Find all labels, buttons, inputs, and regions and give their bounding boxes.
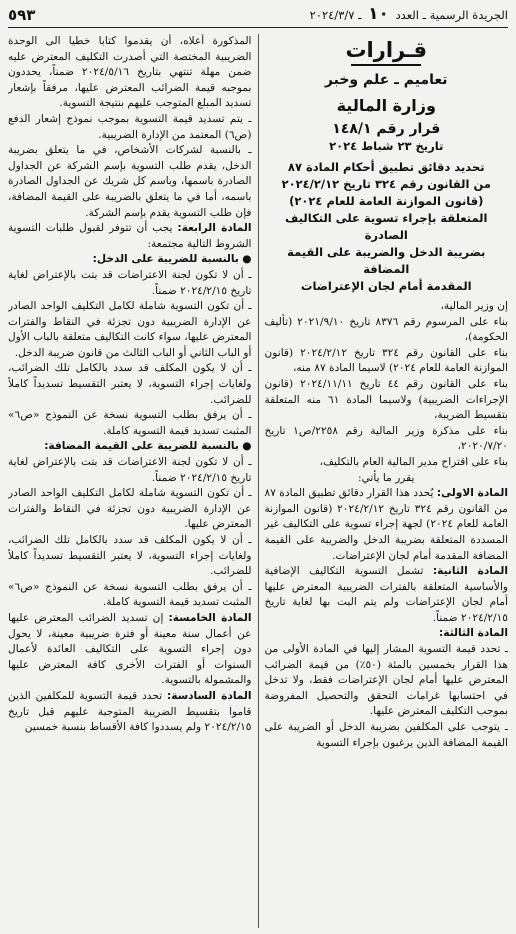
gazette-header-info — [310, 4, 508, 24]
decision-title-line: (قانون الموازنة العامة للعام ٢٠٢٤) — [289, 194, 484, 208]
condition-item: ـ أن لا تكون لجنة الاعتراضات قد بتت بالإعتراض لغاية تاريخ ٢٠٢٤/٢/١٥ ضمناً. — [8, 268, 252, 297]
issue-number: ١٠ — [368, 4, 389, 24]
article-4-text: يجب أن تتوفر لقبول طلبات التسوية الشروط التالية مجتمعة: — [8, 222, 252, 250]
gazette-title: الجريدة الرسمية ـ العدد — [395, 8, 508, 22]
body-paragraph: ـ يتم تسديد قيمة التسوية بموجب نموذج إشعار الدفع (ص٦) المعتمد من الإدارة الضريبية. — [8, 112, 252, 141]
preamble-paragraph: بناء على اقتراح مدير المالية العام بالتكليف، — [319, 455, 508, 468]
preamble-paragraph: بناء على مذكرة وزير المالية رقم ٢٢٥٨/ص١ تاريخ ٢٠٢٠/٧/٢٠، — [264, 424, 508, 453]
decision-title-line: المتعلقة بإجراء تسوية على التكاليف الصادرة — [285, 211, 488, 242]
preamble-paragraph: إن وزير المالية، — [440, 300, 508, 312]
article-5 — [8, 611, 252, 689]
page-header — [8, 6, 508, 28]
preamble-paragraph: بناء على القانون رقم ٤٤ تاريخ ٢٠٢٤/١١/١١ (قانون الإجراءات الضريبية) ولاسيما المادة ٦١ منه المتعلقة بتقسيط الضريبة، — [264, 377, 508, 422]
income-tax-heading: ● بالنسبة للضريبة على الدخل: — [92, 253, 252, 266]
left-column — [8, 34, 259, 928]
condition-item: ـ أن يرفق بطلب التسوية نسخة عن النموذج «ص٦» المثبت تسديد قيمة التسوية كاملة. — [8, 580, 252, 609]
page-number: ٥٩٣ — [8, 6, 36, 24]
article-1-label: المادة الاولى: — [436, 487, 508, 500]
preamble-paragraph: بناء على المرسوم رقم ٨٣٧٦ تاريخ ٢٠٢١/٩/١٠ (تأليف الحكومة)، — [264, 315, 508, 344]
article-3-item: ـ تحدد قيمة التسوية المشار إليها في المادة الأولى من هذا القرار بخمسين بالمئة (٥٠٪) من قيمة الضرائب المعترض عليها أمام لجان الإعتراضات فقط، ولا تدخل في احتسابها غرامات التحقق والتحصيل المفروضة بموجب التكليف المعترض عليها. — [264, 643, 508, 718]
body-paragraph: المذكورة أعلاه، أن يقدموا كتابا خطيا الى الوحدة الضريبية المختصة التي أصدرت التكليف المعترض عليه ضمن مهلة تنتهي بتاريخ ٢٠٢٤/٥/١٦ ضمناً، يحددون بموجبه قيمة الضرائب المعترض عليها، مرفقاً بإشعار تسديد المبلغ المتوجب عليهم بنتيجة التسوية. — [8, 35, 252, 110]
decides-line: يقرر ما يأتي: — [358, 471, 415, 484]
decision-title-line: تحديد دقائق تطبيق أحكام المادة ٨٧ — [287, 160, 485, 174]
article-6 — [8, 689, 252, 736]
two-column-body — [8, 34, 508, 928]
article-3-item: ـ يتوجب على المكلفين بضريبة الدخل أو الضريبة على القيمة المضافة الذين يرغبون بإجراء التسوية — [264, 721, 508, 749]
vat-heading: ● بالنسبة للضريبة على القيمة المضافة: — [44, 440, 252, 453]
body-paragraph: ـ بالنسبة لشركات الأشخاص، في ما يتعلق بضريبة الدخل، يقدم طلب التسوية بإسم الشركة عن الجداول الصادرة باسمها، وباسم كل شريك عن الجداول الصادرة باسمه، أما في ما يتعلق بالضريبة على القيمة المضافة، فإن طلب التسوية يقدم بإسم الشركة. — [8, 144, 252, 219]
decision-title-line: من القانون رقم ٣٢٤ تاريخ ٢٠٢٤/٢/١٢ — [281, 177, 491, 191]
article-2-text: تشمل التسوية التكاليف الإضافية والأساسية المتعلقة بالفترات الضريبية المعترض عليها أمام لجان الإعتراضات ولم يتم البت بها لغاية تاريخ ٢٠٢٤/٢/١٥ ضمناً. — [264, 565, 508, 624]
decision-date: تاريخ ٢٣ شباط ٢٠٢٤ — [329, 139, 444, 153]
article-2 — [265, 564, 509, 626]
issue-date: ـ ٢٠٢٤/٣/٧ — [309, 8, 362, 22]
section-subheading: تعاميم ـ علم وخبر — [324, 72, 448, 88]
article-5-text: إن تسديد الضرائب المعترض عليها عن أعمال سنة معينة أو فترة ضريبية معينة، لا يحول دون إجراء التسوية على التكاليف العائدة لأعمال السنوات أو الفترات الأخرى كافة المعترض عليها والمشمولة بالتسوية. — [8, 611, 252, 687]
decision-title-line: بضريبة الدخل والضريبة على القيمة المضافة — [287, 245, 486, 276]
condition-item: ـ أن لا يكون المكلف قد سدد بالكامل تلك الضرائب، ولغايات إجراء التسوية، لا يعتبر التقسيط تسديداً كاملاً للضرائب. — [8, 362, 252, 406]
condition-item: ـ أن لا تكون لجنة الاعتراضات قد بتت بالإعتراض لغاية تاريخ ٢٠٢٤/٢/١٥ ضمناً. — [8, 456, 252, 484]
decision-number: قرار رقم ١٤٨/١ — [332, 121, 441, 137]
article-4 — [8, 221, 252, 252]
article-4-label: المادة الرابعة: — [177, 222, 252, 235]
section-heading: قـرارات — [345, 38, 428, 62]
bullet-icon: ● — [238, 440, 252, 453]
condition-item: ـ أن يرفق بطلب التسوية نسخة عن النموذج «ص٦» المثبت تسديد قيمة التسوية كاملة. — [8, 409, 252, 437]
article-3-label: المادة الثالثة: — [439, 627, 508, 640]
article-5-label: المادة الخامسة: — [168, 611, 252, 624]
article-6-text: تحدد قيمة التسوية للمكلفين الذين قاموا بتقسيط الضريبة المتوجبة عليهم قبل تاريخ ٢٠٢٤/٢/١٥ ولم يسددوا كافة الأقساط بنسبة خمسين — [8, 689, 252, 734]
article-1 — [265, 486, 509, 564]
decision-title-line: المقدمة أمام لجان الإعتراضات — [300, 279, 472, 293]
condition-item: ـ أن تكون التسوية شاملة لكامل التكليف الواحد الصادر عن الإدارة الضريبية دون تجزئة في النقاط والفترات المعترض عليها، سواء كانت التكاليف متعلقة بالباب الأول أو الباب الثاني أو الباب الثالث من قانون ضريبة الدخل. — [8, 300, 252, 359]
heading-rule — [351, 64, 421, 66]
condition-item: ـ أن تكون التسوية شاملة لكامل التكليف الواحد الصادر عن الإدارة الضريبية دون تجزئة في النقاط والفترات المعترض عليها. — [8, 487, 252, 531]
ministry-name: وزارة المالية — [336, 96, 436, 115]
bullet-icon: ● — [238, 253, 252, 266]
article-6-label: المادة السادسة: — [167, 689, 252, 702]
preamble-paragraph: بناء على القانون رقم ٣٢٤ تاريخ ٢٠٢٤/٢/١٢ (قانون الموازنة العامة للعام ٢٠٢٤) لاسيما المادة ٨٧ منه، — [264, 346, 508, 375]
article-1-text: يُحدد هذا القرار دقائق تطبيق المادة ٨٧ من القانون رقم ٣٢٤ تاريخ ٢٠٢٤/٢/١٢ (قانون الموازنة العامة للعام ٢٠٢٤) لجهة إجراء تسوية على التكاليف غير المسددة المتعلقة بضريبة الدخل والضريبة على القيمة المضافة المقدمة أمام لجان الإعتراضات. — [264, 487, 508, 562]
right-column — [259, 34, 509, 928]
article-2-label: المادة الثانية: — [432, 565, 508, 578]
condition-item: ـ أن لا يكون المكلف قد سدد بالكامل تلك الضرائب، ولغايات إجراء التسوية، لا يعتبر التقسيط تسديداً كاملاً للضرائب. — [8, 534, 252, 578]
